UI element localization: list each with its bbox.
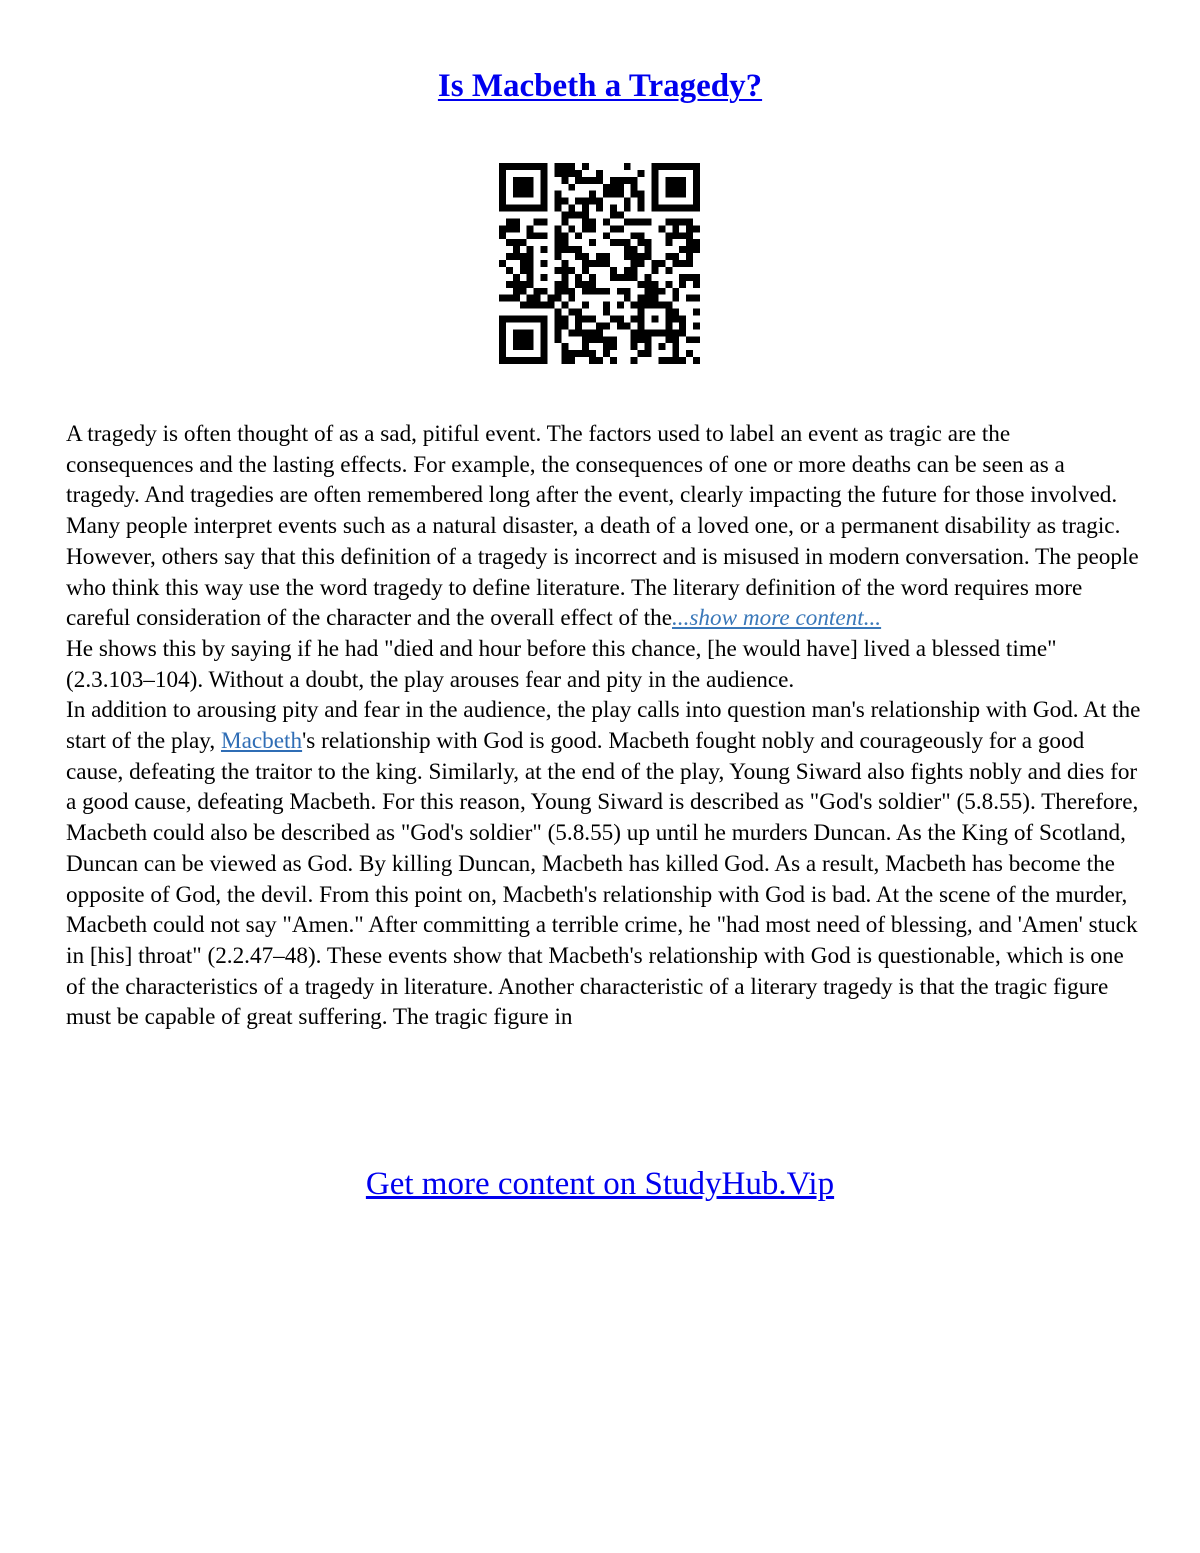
paragraph-relationship-rest: 's relationship with God is good. Macbeth fought nobly and courageously for a good cause, defeating the traitor to the king. Similarly, at the end of the play, Young Siward also fights nobly and dies for a good cause, defeating Macbeth. For this reason, Young Siward is described as "God's soldier" (5.8.55). Therefore, Macbeth could also be described as "God's soldier" (5.8.55) up until he murders Duncan. As the King of Scotland, Duncan can be viewed as God. By killing Duncan, Macbeth has killed God. As a result, Macbeth has become the opposite of God, the devil. From this point on, Macbeth's relationship with God is bad. At the scene of the murder, Macbeth could not say "Amen." After committing a terrible crime, he "had most need of blessing, and 'Amen' stuck in [his] throat" (2.2.47–48). These events show that Macbeth's relationship with God is questionable, which is one of the characteristics of a tragedy in literature. Another characteristic of a literary tragedy is that the tragic figure must be capable of great suffering. The tragic figure in	[66, 728, 1139, 1031]
paragraph-intro-text: A tragedy is often thought of as a sad, pitiful event. The factors used to label an event as tragic are the consequences and the lasting effects. For example, the consequences of one or more deaths can be seen as a tragedy. And tragedies are often remembered long after the event, clearly impacting the future for those involved. Many people interpret events such as a natural disaster, a death of a loved one, or a permanent disability as tragic. However, others say that this definition of a tragedy is incorrect and is misused in modern conversation. The people who think this way use the word tragedy to define literature. The literary definition of the word requires more careful consideration of the character and the overall effect of the	[66, 421, 1139, 632]
macbeth-link[interactable]: Macbeth	[220, 728, 303, 755]
paragraph-relationship	[66, 695, 1141, 1033]
qr-code-icon	[499, 163, 700, 364]
footer	[0, 1162, 1200, 1206]
title-link[interactable]: Is Macbeth a Tragedy?	[437, 68, 763, 104]
paragraph-quote: He shows this by saying if he had "died and hour before this chance, [he would have] lived a blessed time" (2.3.103–104). Without a doubt, the play arouses fear and pity in the audience.	[66, 635, 1057, 693]
studyhub-link[interactable]: Get more content on StudyHub.Vip	[365, 1166, 835, 1202]
qr-code-image	[499, 163, 700, 364]
paragraph-relationship-start: In addition to arousing pity and fear in the audience, the play calls into question man's relationship with God. At the start of the play,	[66, 697, 1141, 755]
paragraph-intro	[66, 419, 1141, 634]
show-more-content-link[interactable]: ...show more content...	[672, 605, 882, 632]
article-body	[66, 419, 1141, 1033]
page-title	[0, 64, 1200, 108]
